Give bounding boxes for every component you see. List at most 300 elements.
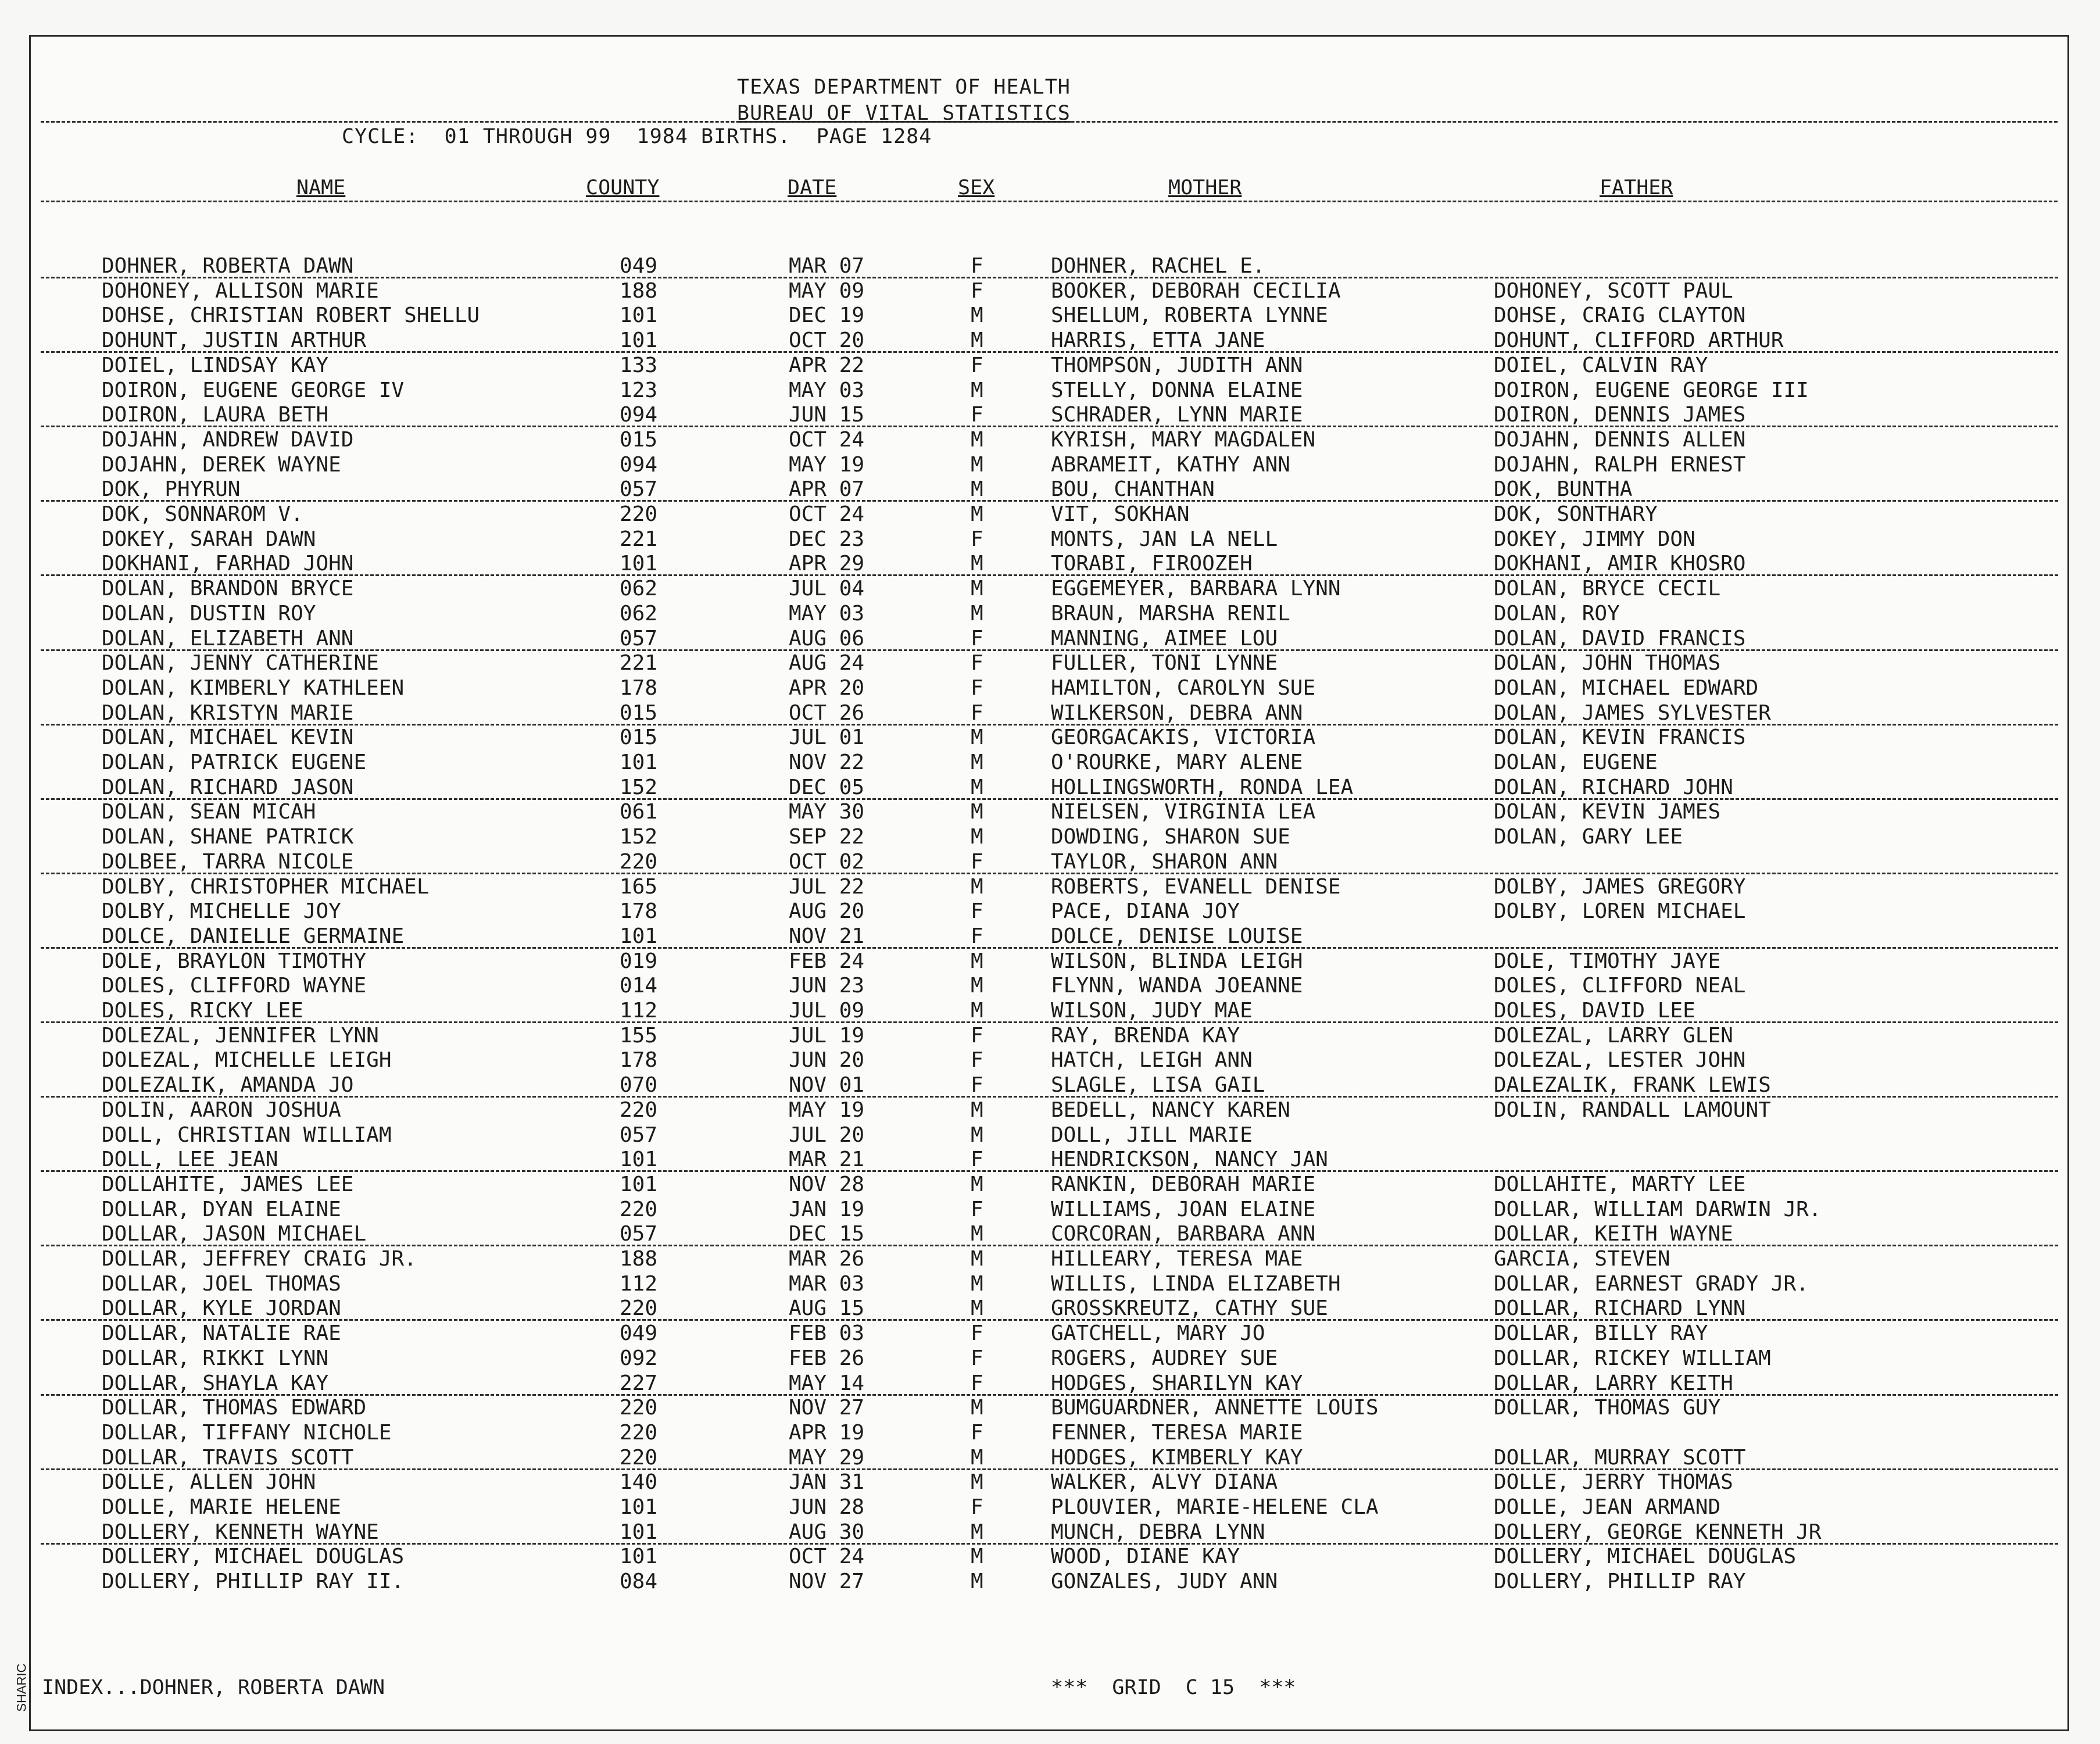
record-father: DOKEY, JIMMY DON xyxy=(1494,527,1695,551)
record-date: JAN 31 xyxy=(789,1470,865,1495)
record-father: DOHONEY, SCOTT PAUL xyxy=(1494,278,1733,303)
record-date: MAR 26 xyxy=(789,1247,865,1271)
table-row xyxy=(0,378,2100,403)
record-date: MAY 29 xyxy=(789,1445,865,1470)
table-row xyxy=(0,1173,2100,1198)
record-sex: M xyxy=(971,1172,983,1196)
record-father: DOLLERY, PHILLIP RAY xyxy=(1494,1570,1746,1594)
table-row xyxy=(0,1446,2100,1471)
record-mother: ABRAMEIT, KATHY ANN xyxy=(1051,452,1290,477)
record-child-name: DOLLAR, RIKKI LYNN xyxy=(102,1346,329,1370)
col-header-date: DATE xyxy=(788,176,837,199)
table-row xyxy=(0,1048,2100,1073)
record-sex: F xyxy=(971,899,983,924)
agency-title: TEXAS DEPARTMENT OF HEALTH xyxy=(737,76,1071,99)
record-county: 094 xyxy=(620,452,658,477)
record-father: DOLAN, JOHN THOMAS xyxy=(1494,651,1721,676)
record-mother: DOLL, JILL MARIE xyxy=(1051,1123,1253,1147)
record-father: DOLLAR, LARRY KEITH xyxy=(1494,1371,1733,1395)
record-county: 101 xyxy=(620,1545,658,1569)
table-row xyxy=(0,1272,2100,1297)
table-row xyxy=(0,353,2100,378)
record-sex: F xyxy=(971,254,983,278)
record-county: 188 xyxy=(620,1247,658,1271)
record-child-name: DOLBEE, TARRA NICOLE xyxy=(102,849,354,874)
record-date: FEB 26 xyxy=(789,1346,865,1370)
record-mother: BOU, CHANTHAN xyxy=(1051,477,1215,502)
record-father: DOHUNT, CLIFFORD ARTHUR xyxy=(1494,328,1784,353)
record-child-name: DOLAN, BRANDON BRYCE xyxy=(102,577,354,601)
record-county: 220 xyxy=(620,1197,658,1221)
record-county: 152 xyxy=(620,775,658,799)
record-father: DALEZALIK, FRANK LEWIS xyxy=(1494,1073,1771,1098)
record-date: MAR 03 xyxy=(789,1271,865,1296)
record-child-name: DOK, SONNAROM V. xyxy=(102,502,303,526)
record-county: 220 xyxy=(620,1420,658,1445)
record-date: FEB 24 xyxy=(789,949,865,973)
record-child-name: DOJAHN, DEREK WAYNE xyxy=(102,452,341,477)
record-date: OCT 24 xyxy=(789,427,865,452)
table-row xyxy=(0,1371,2100,1396)
table-row xyxy=(0,328,2100,353)
record-county: 101 xyxy=(620,1495,658,1519)
table-row xyxy=(0,1421,2100,1446)
record-county: 057 xyxy=(620,626,658,651)
record-child-name: DOLLERY, KENNETH WAYNE xyxy=(102,1520,379,1544)
record-child-name: DOLL, LEE JEAN xyxy=(102,1148,278,1172)
record-father: DOIRON, DENNIS JAMES xyxy=(1494,403,1746,427)
footer-index: INDEX...DOHNER, ROBERTA DAWN xyxy=(42,1676,385,1699)
record-sex: M xyxy=(971,601,983,626)
record-father: DOLLAR, BILLY RAY xyxy=(1494,1321,1708,1346)
record-child-name: DOLLERY, PHILLIP RAY II. xyxy=(102,1570,405,1594)
record-child-name: DOLCE, DANIELLE GERMAINE xyxy=(102,924,405,948)
record-county: 015 xyxy=(620,427,658,452)
table-row xyxy=(0,1148,2100,1173)
record-father: DOJAHN, RALPH ERNEST xyxy=(1494,452,1746,477)
record-sex: M xyxy=(971,427,983,452)
record-child-name: DOLLAR, JEFFREY CRAIG JR. xyxy=(102,1247,417,1271)
record-date: MAY 14 xyxy=(789,1371,865,1395)
col-header-name: NAME xyxy=(296,176,346,199)
record-date: JUL 01 xyxy=(789,726,865,750)
record-child-name: DOLES, CLIFFORD WAYNE xyxy=(102,974,367,998)
table-row xyxy=(0,974,2100,999)
record-mother: DOHNER, RACHEL E. xyxy=(1051,254,1265,278)
table-row xyxy=(0,1073,2100,1098)
record-child-name: DOLAN, KIMBERLY KATHLEEN xyxy=(102,676,405,700)
record-county: 094 xyxy=(620,403,658,427)
record-father: DOLES, CLIFFORD NEAL xyxy=(1494,974,1746,998)
table-row xyxy=(0,627,2100,652)
cycle-line: CYCLE: 01 THROUGH 99 1984 BIRTHS. PAGE 1284 xyxy=(342,125,932,148)
record-sex: F xyxy=(971,626,983,651)
record-sex: M xyxy=(971,1123,983,1147)
record-county: 227 xyxy=(620,1371,658,1395)
record-mother: ROBERTS, EVANELL DENISE xyxy=(1051,874,1341,899)
record-date: NOV 21 xyxy=(789,924,865,948)
record-sex: M xyxy=(971,1520,983,1544)
table-row xyxy=(0,453,2100,478)
table-row xyxy=(0,1198,2100,1223)
record-child-name: DOLEZAL, MICHELLE LEIGH xyxy=(102,1048,392,1073)
record-mother: FENNER, TERESA MARIE xyxy=(1051,1420,1303,1445)
record-sex: M xyxy=(971,999,983,1023)
record-date: DEC 19 xyxy=(789,303,865,328)
record-child-name: DOLLE, MARIE HELENE xyxy=(102,1495,341,1519)
record-mother: WOOD, DIANE KAY xyxy=(1051,1545,1240,1569)
record-child-name: DOLE, BRAYLON TIMOTHY xyxy=(102,949,367,973)
record-mother: TORABI, FIROOZEH xyxy=(1051,552,1253,576)
record-child-name: DOLBY, CHRISTOPHER MICHAEL xyxy=(102,874,430,899)
record-date: OCT 24 xyxy=(789,1545,865,1569)
record-county: 178 xyxy=(620,1048,658,1073)
record-father: DOLE, TIMOTHY JAYE xyxy=(1494,949,1721,973)
record-child-name: DOLEZALIK, AMANDA JO xyxy=(102,1073,354,1098)
record-county: 112 xyxy=(620,1271,658,1296)
record-father: DOLLAR, EARNEST GRADY JR. xyxy=(1494,1271,1809,1296)
record-father: DOKHANI, AMIR KHOSRO xyxy=(1494,552,1746,576)
record-father: DOLAN, GARY LEE xyxy=(1494,825,1683,849)
record-date: MAY 19 xyxy=(789,1098,865,1122)
record-father: DOLLERY, MICHAEL DOUGLAS xyxy=(1494,1545,1797,1569)
record-father: DOLES, DAVID LEE xyxy=(1494,999,1695,1023)
record-child-name: DOLLAR, NATALIE RAE xyxy=(102,1321,341,1346)
table-row xyxy=(0,899,2100,924)
table-row xyxy=(0,1520,2100,1545)
record-father: DOK, SONTHARY xyxy=(1494,502,1658,526)
record-child-name: DOLLAR, THOMAS EDWARD xyxy=(102,1396,367,1420)
record-date: NOV 28 xyxy=(789,1172,865,1196)
record-child-name: DOLES, RICKY LEE xyxy=(102,999,303,1023)
record-father: DOLAN, BRYCE CECIL xyxy=(1494,577,1721,601)
record-father: DOLLAR, WILLIAM DARWIN JR. xyxy=(1494,1197,1822,1221)
record-sex: F xyxy=(971,1371,983,1395)
record-mother: BRAUN, MARSHA RENIL xyxy=(1051,601,1290,626)
record-sex: M xyxy=(971,303,983,328)
record-county: 221 xyxy=(620,527,658,551)
record-county: 049 xyxy=(620,254,658,278)
record-father: DOLAN, JAMES SYLVESTER xyxy=(1494,701,1771,725)
record-sex: M xyxy=(971,577,983,601)
record-sex: M xyxy=(971,1570,983,1594)
table-row xyxy=(0,651,2100,676)
record-sex: F xyxy=(971,1048,983,1073)
table-row xyxy=(0,303,2100,328)
record-date: JUN 28 xyxy=(789,1495,865,1519)
record-county: 221 xyxy=(620,651,658,676)
record-sex: M xyxy=(971,1470,983,1495)
record-sex: F xyxy=(971,1197,983,1221)
record-child-name: DOJAHN, ANDREW DAVID xyxy=(102,427,354,452)
record-date: OCT 02 xyxy=(789,849,865,874)
record-date: NOV 27 xyxy=(789,1396,865,1420)
record-county: 015 xyxy=(620,726,658,750)
table-row xyxy=(0,751,2100,775)
record-mother: NIELSEN, VIRGINIA LEA xyxy=(1051,800,1316,824)
record-date: NOV 22 xyxy=(789,751,865,774)
table-row xyxy=(0,1470,2100,1495)
record-county: 057 xyxy=(620,1222,658,1246)
record-sex: F xyxy=(971,849,983,874)
record-date: DEC 15 xyxy=(789,1222,865,1246)
record-sex: F xyxy=(971,701,983,725)
record-sex: M xyxy=(971,825,983,849)
record-father: DOLLAR, THOMAS GUY xyxy=(1494,1396,1721,1420)
record-county: 101 xyxy=(620,924,658,948)
table-row xyxy=(0,577,2100,602)
table-row xyxy=(0,552,2100,577)
record-county: 220 xyxy=(620,849,658,874)
record-father: DOLBY, JAMES GREGORY xyxy=(1494,874,1746,899)
record-father: DOLAN, DAVID FRANCIS xyxy=(1494,626,1746,651)
table-row xyxy=(0,602,2100,627)
table-row xyxy=(0,1346,2100,1371)
record-county: 101 xyxy=(620,1520,658,1544)
record-child-name: DOLLE, ALLEN JOHN xyxy=(102,1470,316,1495)
record-father: DOLLAR, KEITH WAYNE xyxy=(1494,1222,1733,1246)
record-mother: KYRISH, MARY MAGDALEN xyxy=(1051,427,1316,452)
record-sex: F xyxy=(971,353,983,377)
record-sex: F xyxy=(971,527,983,551)
record-child-name: DOLAN, MICHAEL KEVIN xyxy=(102,726,354,750)
record-child-name: DOIRON, LAURA BETH xyxy=(102,403,329,427)
record-sex: M xyxy=(971,1545,983,1569)
record-mother: DOLCE, DENISE LOUISE xyxy=(1051,924,1303,948)
record-date: NOV 27 xyxy=(789,1570,865,1594)
record-date: APR 22 xyxy=(789,353,865,377)
record-child-name: DOHUNT, JUSTIN ARTHUR xyxy=(102,328,367,353)
record-sex: M xyxy=(971,452,983,477)
record-sex: F xyxy=(971,651,983,676)
record-mother: HILLEARY, TERESA MAE xyxy=(1051,1247,1303,1271)
record-child-name: DOLLERY, MICHAEL DOUGLAS xyxy=(102,1545,405,1569)
record-mother: PLOUVIER, MARIE-HELENE CLA xyxy=(1051,1495,1379,1519)
record-date: AUG 06 xyxy=(789,626,865,651)
record-child-name: DOLAN, DUSTIN ROY xyxy=(102,601,316,626)
record-father: DOLLE, JERRY THOMAS xyxy=(1494,1470,1733,1495)
record-sex: M xyxy=(971,552,983,576)
table-row xyxy=(0,875,2100,900)
record-mother: GATCHELL, MARY JO xyxy=(1051,1321,1265,1346)
record-date: APR 07 xyxy=(789,477,865,502)
table-row xyxy=(0,1247,2100,1272)
record-sex: M xyxy=(971,726,983,750)
table-row xyxy=(0,279,2100,304)
record-date: JUL 19 xyxy=(789,1023,865,1048)
record-father: DOLEZAL, LARRY GLEN xyxy=(1494,1023,1733,1048)
record-date: OCT 24 xyxy=(789,502,865,526)
record-child-name: DOHSE, CHRISTIAN ROBERT SHELLU xyxy=(102,303,480,328)
table-row xyxy=(0,254,2100,279)
record-mother: RAY, BRENDA KAY xyxy=(1051,1023,1240,1048)
record-mother: EGGEMEYER, BARBARA LYNN xyxy=(1051,577,1341,601)
table-row xyxy=(0,1321,2100,1346)
record-date: AUG 24 xyxy=(789,651,865,676)
record-child-name: DOLAN, KRISTYN MARIE xyxy=(102,701,354,725)
record-child-name: DOLIN, AARON JOSHUA xyxy=(102,1098,341,1122)
record-date: JUN 20 xyxy=(789,1048,865,1073)
record-sex: M xyxy=(971,1098,983,1122)
record-child-name: DOLLAR, JASON MICHAEL xyxy=(102,1222,367,1246)
record-father: DOHSE, CRAIG CLAYTON xyxy=(1494,303,1746,328)
record-date: JUN 23 xyxy=(789,974,865,998)
record-date: JUL 20 xyxy=(789,1123,865,1147)
record-sex: M xyxy=(971,751,983,774)
table-row xyxy=(0,726,2100,751)
record-child-name: DOHONEY, ALLISON MARIE xyxy=(102,278,379,303)
record-county: 140 xyxy=(620,1470,658,1495)
record-mother: RANKIN, DEBORAH MARIE xyxy=(1051,1172,1316,1196)
record-sex: F xyxy=(971,1023,983,1048)
record-child-name: DOLLAR, JOEL THOMAS xyxy=(102,1271,341,1296)
record-mother: MONTS, JAN LA NELL xyxy=(1051,527,1278,551)
record-father: DOLAN, KEVIN JAMES xyxy=(1494,800,1721,824)
record-county: 070 xyxy=(620,1073,658,1098)
record-mother: SLAGLE, LISA GAIL xyxy=(1051,1073,1265,1098)
record-county: 220 xyxy=(620,1098,658,1122)
record-county: 015 xyxy=(620,701,658,725)
record-child-name: DOLAN, PATRICK EUGENE xyxy=(102,751,367,774)
record-sex: F xyxy=(971,403,983,427)
record-county: 188 xyxy=(620,278,658,303)
record-date: MAY 03 xyxy=(789,378,865,402)
record-child-name: DOHNER, ROBERTA DAWN xyxy=(102,254,354,278)
record-date: AUG 15 xyxy=(789,1296,865,1321)
record-father: DOK, BUNTHA xyxy=(1494,477,1633,502)
record-child-name: DOLBY, MICHELLE JOY xyxy=(102,899,341,924)
record-father: DOLLAHITE, MARTY LEE xyxy=(1494,1172,1746,1196)
record-child-name: DOLLAR, TRAVIS SCOTT xyxy=(102,1445,354,1470)
record-county: 062 xyxy=(620,577,658,601)
record-child-name: DOLEZAL, JENNIFER LYNN xyxy=(102,1023,379,1048)
record-child-name: DOLLAHITE, JAMES LEE xyxy=(102,1172,354,1196)
record-father: DOLAN, KEVIN FRANCIS xyxy=(1494,726,1746,750)
record-father: DOLAN, MICHAEL EDWARD xyxy=(1494,676,1759,700)
record-mother: MANNING, AIMEE LOU xyxy=(1051,626,1278,651)
record-mother: BUMGUARDNER, ANNETTE LOUIS xyxy=(1051,1396,1379,1420)
record-sex: F xyxy=(971,1073,983,1098)
record-county: 112 xyxy=(620,999,658,1023)
record-sex: F xyxy=(971,1495,983,1519)
record-sex: M xyxy=(971,378,983,402)
record-mother: TAYLOR, SHARON ANN xyxy=(1051,849,1278,874)
record-sex: M xyxy=(971,775,983,799)
record-sex: F xyxy=(971,1346,983,1370)
record-date: MAR 21 xyxy=(789,1148,865,1172)
col-header-sex: SEX xyxy=(958,176,995,199)
col-header-father: FATHER xyxy=(1600,176,1673,199)
record-sex: M xyxy=(971,1296,983,1321)
record-county: 220 xyxy=(620,1445,658,1470)
table-row xyxy=(0,502,2100,527)
record-mother: HATCH, LEIGH ANN xyxy=(1051,1048,1253,1073)
record-date: FEB 03 xyxy=(789,1321,865,1346)
record-county: 049 xyxy=(620,1321,658,1346)
record-mother: SHELLUM, ROBERTA LYNNE xyxy=(1051,303,1328,328)
record-father: DOJAHN, DENNIS ALLEN xyxy=(1494,427,1746,452)
record-date: JUL 04 xyxy=(789,577,865,601)
table-row xyxy=(0,775,2100,800)
col-header-county: COUNTY xyxy=(586,176,660,199)
table-row xyxy=(0,1545,2100,1570)
record-father: DOLBY, LOREN MICHAEL xyxy=(1494,899,1746,924)
record-county: 101 xyxy=(620,552,658,576)
table-row xyxy=(0,850,2100,875)
table-row xyxy=(0,1024,2100,1049)
record-sex: F xyxy=(971,278,983,303)
record-mother: WILLIS, LINDA ELIZABETH xyxy=(1051,1271,1341,1296)
record-father: GARCIA, STEVEN xyxy=(1494,1247,1670,1271)
record-child-name: DOLAN, ELIZABETH ANN xyxy=(102,626,354,651)
record-child-name: DOIEL, LINDSAY KAY xyxy=(102,353,329,377)
record-county: 101 xyxy=(620,1172,658,1196)
record-sex: F xyxy=(971,1148,983,1172)
record-mother: THOMPSON, JUDITH ANN xyxy=(1051,353,1303,377)
record-mother: MUNCH, DEBRA LYNN xyxy=(1051,1520,1265,1544)
record-date: MAY 30 xyxy=(789,800,865,824)
record-county: 178 xyxy=(620,899,658,924)
record-child-name: DOIRON, EUGENE GEORGE IV xyxy=(102,378,405,402)
table-row xyxy=(0,949,2100,974)
record-mother: FLYNN, WANDA JOEANNE xyxy=(1051,974,1303,998)
record-county: 101 xyxy=(620,1148,658,1172)
record-date: JUL 09 xyxy=(789,999,865,1023)
record-county: 123 xyxy=(620,378,658,402)
record-father: DOLAN, RICHARD JOHN xyxy=(1494,775,1733,799)
record-date: MAY 19 xyxy=(789,452,865,477)
record-county: 152 xyxy=(620,825,658,849)
record-father: DOIRON, EUGENE GEORGE III xyxy=(1494,378,1809,402)
sidebar-stamp: SHARIC xyxy=(14,1663,29,1712)
record-date: NOV 01 xyxy=(789,1073,865,1098)
table-row xyxy=(0,1495,2100,1520)
table-row xyxy=(0,527,2100,552)
record-county: 092 xyxy=(620,1346,658,1370)
record-county: 057 xyxy=(620,477,658,502)
record-mother: WILKERSON, DEBRA ANN xyxy=(1051,701,1303,725)
record-child-name: DOK, PHYRUN xyxy=(102,477,241,502)
record-date: AUG 20 xyxy=(789,899,865,924)
record-mother: VIT, SOKHAN xyxy=(1051,502,1190,526)
record-county: 101 xyxy=(620,751,658,774)
record-child-name: DOLAN, SHANE PATRICK xyxy=(102,825,354,849)
record-date: AUG 30 xyxy=(789,1520,865,1544)
record-mother: HODGES, SHARILYN KAY xyxy=(1051,1371,1303,1395)
record-sex: M xyxy=(971,949,983,973)
record-mother: ROGERS, AUDREY SUE xyxy=(1051,1346,1278,1370)
record-date: DEC 23 xyxy=(789,527,865,551)
record-child-name: DOLLAR, DYAN ELAINE xyxy=(102,1197,341,1221)
col-header-mother: MOTHER xyxy=(1168,176,1242,199)
table-row xyxy=(0,800,2100,825)
record-father: DOLLAR, RICHARD LYNN xyxy=(1494,1296,1746,1321)
table-row xyxy=(0,403,2100,428)
record-mother: BEDELL, NANCY KAREN xyxy=(1051,1098,1290,1122)
table-row xyxy=(0,676,2100,701)
table-row xyxy=(0,1296,2100,1321)
record-date: JAN 19 xyxy=(789,1197,865,1221)
record-county: 133 xyxy=(620,353,658,377)
record-mother: CORCORAN, BARBARA ANN xyxy=(1051,1222,1316,1246)
record-county: 178 xyxy=(620,676,658,700)
table-row xyxy=(0,924,2100,949)
record-child-name: DOKEY, SARAH DAWN xyxy=(102,527,316,551)
record-county: 019 xyxy=(620,949,658,973)
record-county: 101 xyxy=(620,303,658,328)
record-date: MAY 09 xyxy=(789,278,865,303)
record-date: APR 20 xyxy=(789,676,865,700)
